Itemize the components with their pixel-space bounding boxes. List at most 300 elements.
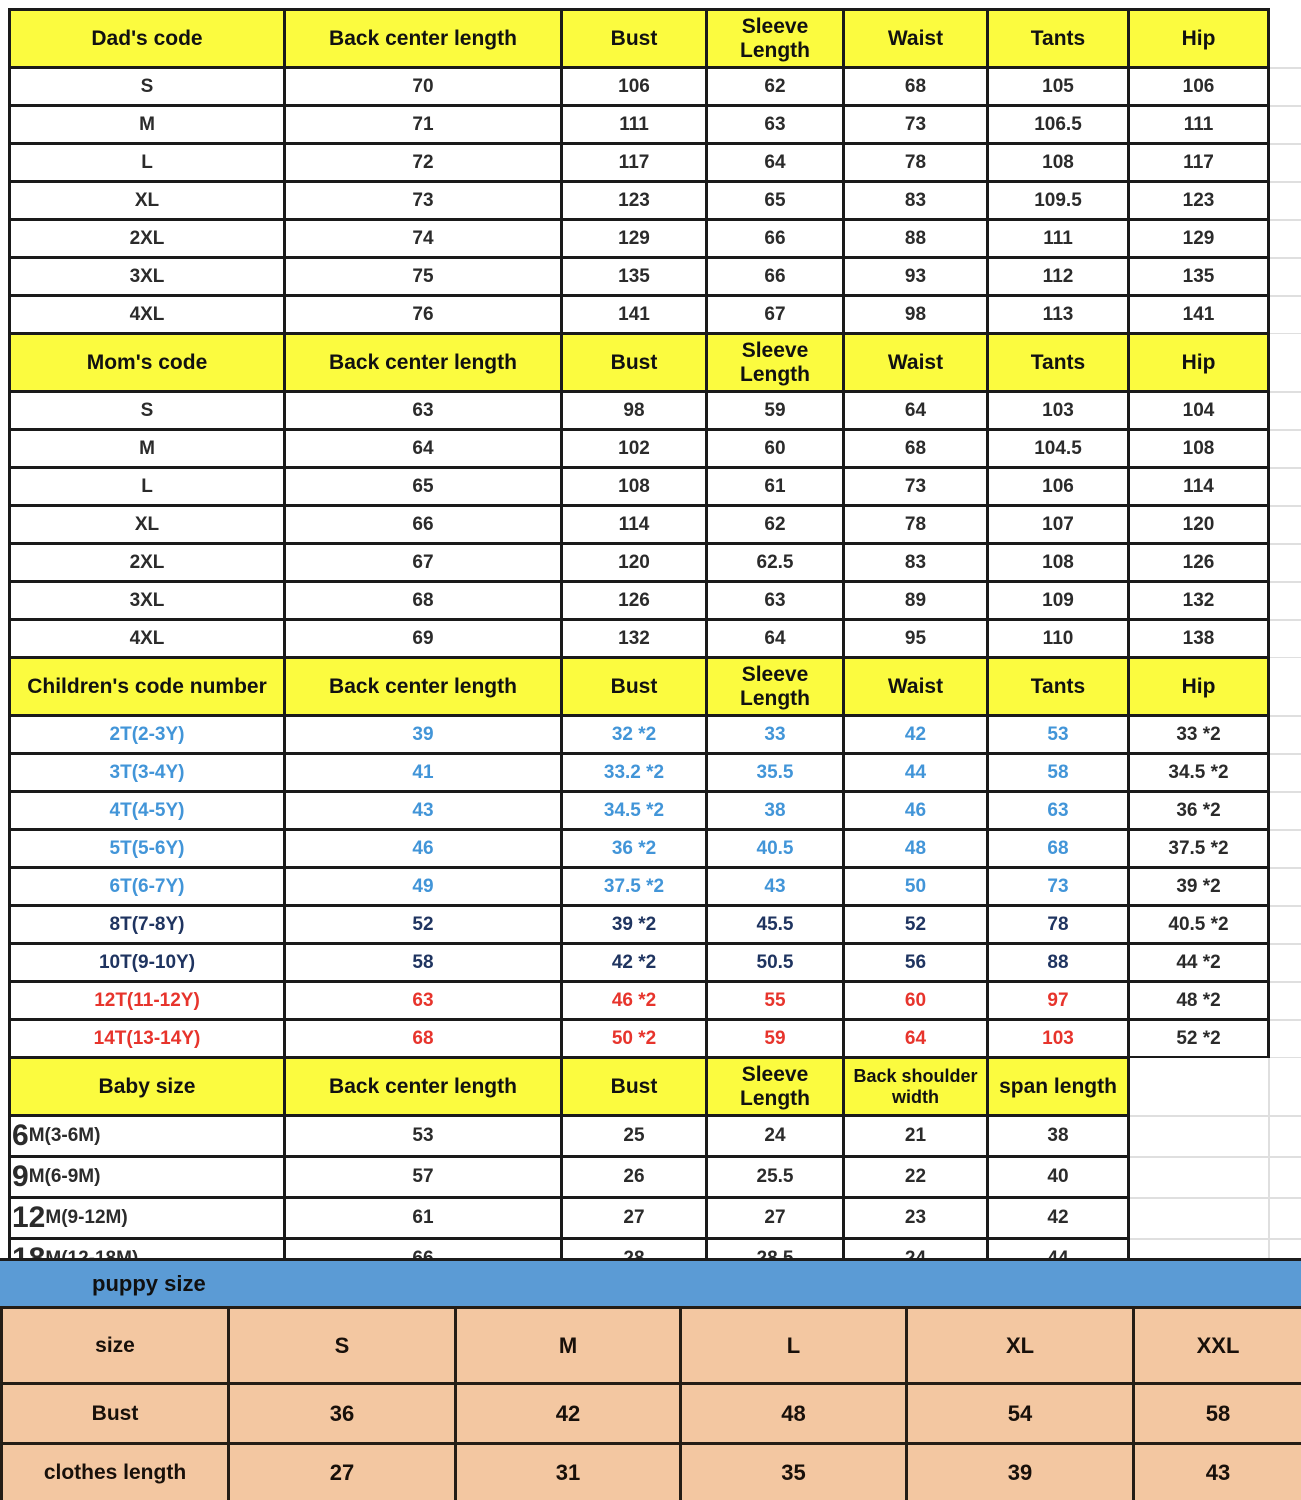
table-row xyxy=(10,392,1301,430)
row-label: 2XL xyxy=(10,544,285,582)
cell-value: 26 xyxy=(562,1157,707,1198)
cell-value: 108 xyxy=(562,468,707,506)
table-row xyxy=(10,944,1301,982)
row-label: L xyxy=(10,144,285,182)
cell-value: 40 xyxy=(988,1157,1129,1198)
cell-value: 54 xyxy=(907,1384,1134,1444)
empty-cell xyxy=(1269,182,1301,220)
cell-value: 66 xyxy=(707,220,844,258)
cell-value: 126 xyxy=(1129,544,1269,582)
table-row xyxy=(10,716,1301,754)
cell-value: 63 xyxy=(285,392,562,430)
row-label: 3T(3-4Y) xyxy=(10,754,285,792)
row-label: 5T(5-6Y) xyxy=(10,830,285,868)
cell-value: 114 xyxy=(1129,468,1269,506)
empty-cell xyxy=(1129,1058,1269,1116)
cell-value: 68 xyxy=(285,582,562,620)
table-row xyxy=(10,106,1301,144)
table-row xyxy=(2,1384,1301,1444)
cell-value: 104 xyxy=(1129,392,1269,430)
empty-cell xyxy=(1269,1020,1301,1058)
cell-value: 78 xyxy=(844,506,988,544)
row-label: 3XL xyxy=(10,258,285,296)
table-row xyxy=(10,906,1301,944)
cell-value: 105 xyxy=(988,68,1129,106)
empty-cell xyxy=(1269,1058,1301,1116)
cell-value: 69 xyxy=(285,620,562,658)
column-header: Back center length xyxy=(285,334,562,392)
cell-value: 33 xyxy=(707,716,844,754)
cell-value: 61 xyxy=(285,1198,562,1239)
empty-cell xyxy=(1269,296,1301,334)
row-label: size xyxy=(2,1308,229,1384)
puppy-size-table xyxy=(0,1306,1301,1500)
cell-value: 108 xyxy=(1129,430,1269,468)
cell-value: 63 xyxy=(707,106,844,144)
empty-cell xyxy=(1269,754,1301,792)
column-header: Bust xyxy=(562,10,707,68)
empty-cell xyxy=(1269,544,1301,582)
cell-value: 42 xyxy=(988,1198,1129,1239)
cell-value: 135 xyxy=(1129,258,1269,296)
table-row xyxy=(10,544,1301,582)
cell-value: 44 *2 xyxy=(1129,944,1269,982)
table-row xyxy=(10,182,1301,220)
cell-value: 24 xyxy=(707,1116,844,1157)
column-header: Back center length xyxy=(285,1058,562,1116)
cell-value: 27 xyxy=(707,1198,844,1239)
cell-value: 123 xyxy=(562,182,707,220)
cell-value: 37.5 *2 xyxy=(562,868,707,906)
cell-value: 62 xyxy=(707,506,844,544)
empty-cell xyxy=(1269,430,1301,468)
cell-value: 48 xyxy=(681,1384,907,1444)
cell-value: 129 xyxy=(562,220,707,258)
cell-value: 66 xyxy=(707,258,844,296)
empty-cell xyxy=(1269,716,1301,754)
cell-value: 38 xyxy=(988,1116,1129,1157)
cell-value: S xyxy=(229,1308,456,1384)
cell-value: 123 xyxy=(1129,182,1269,220)
column-header: Dad's code xyxy=(10,10,285,68)
column-header: Sleeve Length xyxy=(707,334,844,392)
table-row xyxy=(10,792,1301,830)
empty-cell xyxy=(1269,868,1301,906)
row-label: M xyxy=(10,430,285,468)
empty-cell xyxy=(1129,1198,1269,1239)
cell-value: 104.5 xyxy=(988,430,1129,468)
cell-value: 113 xyxy=(988,296,1129,334)
cell-value: M xyxy=(456,1308,681,1384)
empty-cell xyxy=(1269,582,1301,620)
cell-value: 63 xyxy=(707,582,844,620)
cell-value: 41 xyxy=(285,754,562,792)
cell-value: 95 xyxy=(844,620,988,658)
cell-value: 64 xyxy=(707,144,844,182)
row-label: L xyxy=(10,468,285,506)
column-header: Bust xyxy=(562,1058,707,1116)
table-row xyxy=(2,1444,1301,1500)
cell-value: XXL xyxy=(1134,1308,1301,1384)
cell-value: 63 xyxy=(285,982,562,1020)
cell-value: 62 xyxy=(707,68,844,106)
column-header: Tants xyxy=(988,658,1129,716)
table-row xyxy=(10,296,1301,334)
table-row xyxy=(10,1020,1301,1058)
cell-value: 120 xyxy=(1129,506,1269,544)
row-label xyxy=(10,1157,285,1198)
cell-value: 73 xyxy=(844,106,988,144)
cell-value: 106.5 xyxy=(988,106,1129,144)
cell-value: 27 xyxy=(229,1444,456,1500)
cell-value: 135 xyxy=(562,258,707,296)
table-row xyxy=(10,582,1301,620)
cell-value: 97 xyxy=(988,982,1129,1020)
row-label xyxy=(10,1116,285,1157)
column-header: Children's code number xyxy=(10,658,285,716)
column-header: Waist xyxy=(844,10,988,68)
row-label-number: 12 xyxy=(12,1201,46,1234)
empty-cell xyxy=(1269,106,1301,144)
cell-value: 45.5 xyxy=(707,906,844,944)
cell-value: 34.5 *2 xyxy=(1129,754,1269,792)
table-row xyxy=(10,1198,1301,1239)
empty-cell xyxy=(1269,792,1301,830)
cell-value: 32 *2 xyxy=(562,716,707,754)
cell-value: 50 *2 xyxy=(562,1020,707,1058)
cell-value: 111 xyxy=(1129,106,1269,144)
column-header: span length xyxy=(988,1058,1129,1116)
cell-value: 22 xyxy=(844,1157,988,1198)
empty-cell xyxy=(1269,10,1301,68)
cell-value: 78 xyxy=(844,144,988,182)
row-label-range: M(3-6M) xyxy=(28,1125,101,1146)
cell-value: 53 xyxy=(988,716,1129,754)
cell-value: 50 xyxy=(844,868,988,906)
cell-value: 83 xyxy=(844,544,988,582)
cell-value: 141 xyxy=(562,296,707,334)
cell-value: 102 xyxy=(562,430,707,468)
cell-value: 89 xyxy=(844,582,988,620)
row-label-range: M(6-9M) xyxy=(28,1166,101,1187)
row-label: S xyxy=(10,68,285,106)
cell-value: 126 xyxy=(562,582,707,620)
table-row xyxy=(10,68,1301,106)
row-label: 3XL xyxy=(10,582,285,620)
puppy-size-title: puppy size xyxy=(92,1270,206,1296)
row-label: 2XL xyxy=(10,220,285,258)
table-row xyxy=(10,620,1301,658)
cell-value: 21 xyxy=(844,1116,988,1157)
table-row xyxy=(10,468,1301,506)
cell-value: 83 xyxy=(844,182,988,220)
cell-value: 42 xyxy=(844,716,988,754)
cell-value: 33.2 *2 xyxy=(562,754,707,792)
cell-value: 93 xyxy=(844,258,988,296)
empty-cell xyxy=(1269,220,1301,258)
row-label: XL xyxy=(10,182,285,220)
row-label: 2T(2-3Y) xyxy=(10,716,285,754)
cell-value: 138 xyxy=(1129,620,1269,658)
empty-cell xyxy=(1269,1116,1301,1157)
puppy-size-banner xyxy=(0,1258,1301,1306)
table-row xyxy=(2,1308,1301,1384)
cell-value: 108 xyxy=(988,144,1129,182)
cell-value: 52 xyxy=(844,906,988,944)
cell-value: 31 xyxy=(456,1444,681,1500)
empty-cell xyxy=(1269,658,1301,716)
cell-value: 39 *2 xyxy=(1129,868,1269,906)
table-row xyxy=(10,754,1301,792)
cell-value: 73 xyxy=(285,182,562,220)
cell-value: 35.5 xyxy=(707,754,844,792)
cell-value: 64 xyxy=(844,1020,988,1058)
cell-value: 58 xyxy=(285,944,562,982)
empty-cell xyxy=(1269,1157,1301,1198)
cell-value: 129 xyxy=(1129,220,1269,258)
cell-value: 46 xyxy=(285,830,562,868)
row-label: 6T(6-7Y) xyxy=(10,868,285,906)
cell-value: 27 xyxy=(562,1198,707,1239)
cell-value: 66 xyxy=(285,506,562,544)
cell-value: 64 xyxy=(707,620,844,658)
cell-value: XL xyxy=(907,1308,1134,1384)
column-header: Bust xyxy=(562,658,707,716)
cell-value: 59 xyxy=(707,1020,844,1058)
cell-value: 106 xyxy=(562,68,707,106)
cell-value: 117 xyxy=(1129,144,1269,182)
cell-value: 71 xyxy=(285,106,562,144)
cell-value: 65 xyxy=(285,468,562,506)
cell-value: 60 xyxy=(707,430,844,468)
table-row xyxy=(10,430,1301,468)
empty-cell xyxy=(1269,392,1301,430)
cell-value: 46 xyxy=(844,792,988,830)
cell-value: 88 xyxy=(988,944,1129,982)
cell-value: 33 *2 xyxy=(1129,716,1269,754)
cell-value: 40.5 xyxy=(707,830,844,868)
cell-value: 42 *2 xyxy=(562,944,707,982)
row-label: 10T(9-10Y) xyxy=(10,944,285,982)
cell-value: 110 xyxy=(988,620,1129,658)
column-header: Hip xyxy=(1129,10,1269,68)
cell-value: 36 *2 xyxy=(562,830,707,868)
cell-value: 111 xyxy=(988,220,1129,258)
row-label: S xyxy=(10,392,285,430)
table-row xyxy=(10,258,1301,296)
children-size-table xyxy=(8,656,1301,1059)
cell-value: 72 xyxy=(285,144,562,182)
cell-value: 67 xyxy=(707,296,844,334)
column-header: Sleeve Length xyxy=(707,1058,844,1116)
cell-value: 53 xyxy=(285,1116,562,1157)
cell-value: 111 xyxy=(562,106,707,144)
cell-value: 42 xyxy=(456,1384,681,1444)
row-label-number: 9 xyxy=(12,1160,29,1193)
cell-value: 132 xyxy=(1129,582,1269,620)
table-row xyxy=(10,220,1301,258)
cell-value: 56 xyxy=(844,944,988,982)
cell-value: 106 xyxy=(988,468,1129,506)
empty-cell xyxy=(1269,830,1301,868)
cell-value: 117 xyxy=(562,144,707,182)
cell-value: 52 *2 xyxy=(1129,1020,1269,1058)
cell-value: 107 xyxy=(988,506,1129,544)
cell-value: 141 xyxy=(1129,296,1269,334)
row-label: Bust xyxy=(2,1384,229,1444)
row-label: clothes length xyxy=(2,1444,229,1500)
row-label: M xyxy=(10,106,285,144)
empty-cell xyxy=(1269,1198,1301,1239)
cell-value: 103 xyxy=(988,1020,1129,1058)
empty-cell xyxy=(1269,468,1301,506)
cell-value: 46 *2 xyxy=(562,982,707,1020)
row-label: 4T(4-5Y) xyxy=(10,792,285,830)
table-row xyxy=(10,144,1301,182)
cell-value: 65 xyxy=(707,182,844,220)
cell-value: 38 xyxy=(707,792,844,830)
cell-value: L xyxy=(681,1308,907,1384)
cell-value: 50.5 xyxy=(707,944,844,982)
column-header: Sleeve Length xyxy=(707,10,844,68)
empty-cell xyxy=(1269,620,1301,658)
cell-value: 61 xyxy=(707,468,844,506)
cell-value: 57 xyxy=(285,1157,562,1198)
spreadsheet-area xyxy=(8,8,1301,1281)
empty-cell xyxy=(1269,68,1301,106)
cell-value: 98 xyxy=(562,392,707,430)
cell-value: 68 xyxy=(285,1020,562,1058)
cell-value: 58 xyxy=(988,754,1129,792)
cell-value: 64 xyxy=(844,392,988,430)
cell-value: 25 xyxy=(562,1116,707,1157)
empty-cell xyxy=(1129,1157,1269,1198)
cell-value: 68 xyxy=(844,68,988,106)
cell-value: 88 xyxy=(844,220,988,258)
cell-value: 108 xyxy=(988,544,1129,582)
column-header: Tants xyxy=(988,10,1129,68)
cell-value: 114 xyxy=(562,506,707,544)
cell-value: 120 xyxy=(562,544,707,582)
baby-size-table xyxy=(8,1056,1301,1281)
cell-value: 112 xyxy=(988,258,1129,296)
empty-cell xyxy=(1129,1116,1269,1157)
cell-value: 63 xyxy=(988,792,1129,830)
cell-value: 109 xyxy=(988,582,1129,620)
cell-value: 40.5 *2 xyxy=(1129,906,1269,944)
empty-cell xyxy=(1269,334,1301,392)
row-label: 4XL xyxy=(10,296,285,334)
mom-size-table xyxy=(8,332,1301,659)
row-label: 4XL xyxy=(10,620,285,658)
cell-value: 48 *2 xyxy=(1129,982,1269,1020)
cell-value: 103 xyxy=(988,392,1129,430)
dad-size-table xyxy=(8,8,1301,335)
empty-cell xyxy=(1269,506,1301,544)
cell-value: 44 xyxy=(844,754,988,792)
empty-cell xyxy=(1269,144,1301,182)
table-row xyxy=(10,1116,1301,1157)
column-header: Back center length xyxy=(285,658,562,716)
cell-value: 39 xyxy=(907,1444,1134,1500)
cell-value: 36 xyxy=(229,1384,456,1444)
cell-value: 43 xyxy=(1134,1444,1301,1500)
cell-value: 73 xyxy=(988,868,1129,906)
cell-value: 39 *2 xyxy=(562,906,707,944)
cell-value: 68 xyxy=(988,830,1129,868)
empty-cell xyxy=(1269,982,1301,1020)
cell-value: 59 xyxy=(707,392,844,430)
cell-value: 23 xyxy=(844,1198,988,1239)
table-row xyxy=(10,830,1301,868)
empty-cell xyxy=(1269,906,1301,944)
empty-cell xyxy=(1269,258,1301,296)
cell-value: 64 xyxy=(285,430,562,468)
table-row xyxy=(10,1157,1301,1198)
cell-value: 106 xyxy=(1129,68,1269,106)
column-header: Waist xyxy=(844,334,988,392)
column-header: Waist xyxy=(844,658,988,716)
cell-value: 37.5 *2 xyxy=(1129,830,1269,868)
column-header: Mom's code xyxy=(10,334,285,392)
table-row xyxy=(10,982,1301,1020)
column-header: Bust xyxy=(562,334,707,392)
cell-value: 62.5 xyxy=(707,544,844,582)
cell-value: 109.5 xyxy=(988,182,1129,220)
cell-value: 74 xyxy=(285,220,562,258)
cell-value: 60 xyxy=(844,982,988,1020)
column-header: Baby size xyxy=(10,1058,285,1116)
cell-value: 55 xyxy=(707,982,844,1020)
row-label: XL xyxy=(10,506,285,544)
cell-value: 43 xyxy=(707,868,844,906)
cell-value: 132 xyxy=(562,620,707,658)
cell-value: 58 xyxy=(1134,1384,1301,1444)
cell-value: 75 xyxy=(285,258,562,296)
cell-value: 34.5 *2 xyxy=(562,792,707,830)
row-label-range: M(9-12M) xyxy=(45,1207,128,1228)
cell-value: 78 xyxy=(988,906,1129,944)
column-header: Back shoulder width xyxy=(844,1058,988,1116)
row-label: 14T(13-14Y) xyxy=(10,1020,285,1058)
column-header: Back center length xyxy=(285,10,562,68)
empty-cell xyxy=(1269,944,1301,982)
row-label-number: 6 xyxy=(12,1119,29,1152)
cell-value: 76 xyxy=(285,296,562,334)
cell-value: 39 xyxy=(285,716,562,754)
cell-value: 98 xyxy=(844,296,988,334)
row-label: 12T(11-12Y) xyxy=(10,982,285,1020)
table-row xyxy=(10,868,1301,906)
cell-value: 70 xyxy=(285,68,562,106)
column-header: Hip xyxy=(1129,334,1269,392)
table-row xyxy=(10,506,1301,544)
column-header: Hip xyxy=(1129,658,1269,716)
cell-value: 68 xyxy=(844,430,988,468)
cell-value: 52 xyxy=(285,906,562,944)
cell-value: 25.5 xyxy=(707,1157,844,1198)
row-label: 8T(7-8Y) xyxy=(10,906,285,944)
cell-value: 36 *2 xyxy=(1129,792,1269,830)
cell-value: 35 xyxy=(681,1444,907,1500)
cell-value: 43 xyxy=(285,792,562,830)
cell-value: 73 xyxy=(844,468,988,506)
cell-value: 67 xyxy=(285,544,562,582)
row-label xyxy=(10,1198,285,1239)
column-header: Sleeve Length xyxy=(707,658,844,716)
cell-value: 48 xyxy=(844,830,988,868)
column-header: Tants xyxy=(988,334,1129,392)
